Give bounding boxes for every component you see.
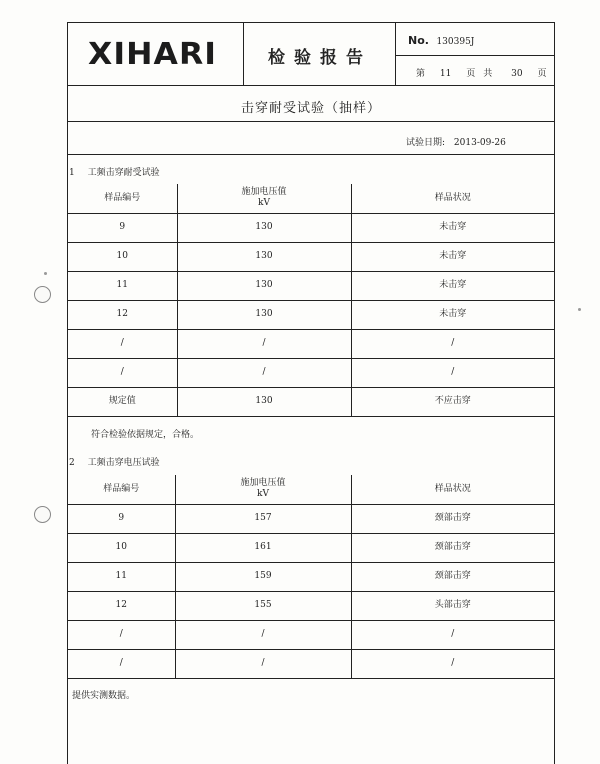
sample-no-cell: 10 (68, 242, 177, 271)
table-row (68, 504, 554, 533)
voltage-cell: 130 (177, 213, 351, 242)
condition-cell: 未击穿 (351, 213, 554, 242)
report-form (67, 22, 555, 764)
header-voltage-unit: kV (258, 198, 270, 209)
test-date (406, 135, 506, 148)
header-applied-voltage-label: 施加电压值 (240, 478, 286, 489)
section2-note: 提供实测数据。 (72, 691, 136, 701)
section1-conclusion: 符合检验依据规定，合格。 (91, 430, 200, 440)
page-prefix: 第 (416, 69, 426, 79)
section1-header-row (68, 184, 554, 213)
condition-cell: 不应击穿 (351, 387, 554, 416)
sample-no-cell: 11 (68, 562, 175, 591)
page-current: 11 (439, 69, 452, 79)
section1-table (68, 184, 554, 417)
sample-no-cell: / (68, 649, 175, 678)
section1-title: 工频击穿耐受试验 (87, 168, 160, 178)
page-total: 30 (511, 69, 523, 79)
table-row (68, 533, 554, 562)
condition-cell: / (351, 358, 554, 387)
voltage-cell: 157 (175, 504, 351, 533)
section1-number: 1 (69, 168, 75, 178)
page-mid-text: 页共 (466, 69, 501, 79)
sample-no-cell: / (68, 329, 177, 358)
section2-heading (68, 455, 160, 468)
document-number-value: 130395J (436, 37, 475, 47)
table-row (68, 620, 554, 649)
condition-cell: 颈部击穿 (351, 504, 554, 533)
binder-hole-top (34, 286, 51, 303)
margin-mark-left (44, 272, 47, 275)
page-suffix: 页 (537, 69, 547, 79)
condition-cell: 未击穿 (351, 242, 554, 271)
condition-cell: 颈部击穿 (351, 533, 554, 562)
section2-header-row (68, 475, 554, 504)
margin-mark-right (578, 308, 581, 311)
voltage-cell: / (177, 329, 351, 358)
section2-table (68, 475, 554, 679)
sample-no-cell: 12 (68, 591, 175, 620)
condition-cell: 未击穿 (351, 271, 554, 300)
report-title: 检验报告 (268, 48, 372, 68)
table-row (68, 562, 554, 591)
section2-number: 2 (69, 458, 75, 468)
voltage-cell: / (175, 649, 351, 678)
test-date-label: 试验日期: (406, 138, 446, 148)
table-row (68, 329, 554, 358)
voltage-cell: 159 (175, 562, 351, 591)
header-applied-voltage (175, 475, 351, 504)
voltage-cell: 155 (175, 591, 351, 620)
sample-no-cell: 12 (68, 300, 177, 329)
sample-no-cell: 9 (68, 504, 175, 533)
header-applied-voltage (177, 184, 351, 213)
condition-cell: 未击穿 (351, 300, 554, 329)
section1-heading (68, 165, 160, 178)
condition-cell: 颈部击穿 (351, 562, 554, 591)
test-title: 击穿耐受试验（抽样） (240, 101, 381, 116)
voltage-cell: / (177, 358, 351, 387)
header-sample-condition: 样品状况 (351, 475, 554, 504)
header-sample-no: 样品编号 (68, 184, 177, 213)
document-number (408, 34, 474, 47)
sample-no-cell: 11 (68, 271, 177, 300)
sample-no-cell: 规定值 (68, 387, 177, 416)
voltage-cell: 130 (177, 271, 351, 300)
table-row (68, 358, 554, 387)
voltage-cell: 161 (175, 533, 351, 562)
table-row (68, 649, 554, 678)
voltage-cell: / (175, 620, 351, 649)
header-sample-condition: 样品状况 (351, 184, 554, 213)
condition-cell: 头部击穿 (351, 591, 554, 620)
document-number-label: No. (408, 34, 429, 47)
company-logo: XIHARI (88, 37, 218, 72)
test-date-value: 2013-09-26 (453, 138, 506, 148)
table-row (68, 213, 554, 242)
section2-title: 工频击穿电压试验 (87, 458, 160, 468)
page-indicator (416, 66, 546, 79)
voltage-cell: 130 (177, 242, 351, 271)
header-voltage-unit: kV (257, 489, 269, 500)
sample-no-cell: 10 (68, 533, 175, 562)
voltage-cell: 130 (177, 387, 351, 416)
sample-no-cell: 9 (68, 213, 177, 242)
header-applied-voltage-label: 施加电压值 (241, 187, 287, 198)
binder-hole-bottom (34, 506, 51, 523)
table-row (68, 271, 554, 300)
table-row-specified-value (68, 387, 554, 416)
voltage-cell: 130 (177, 300, 351, 329)
table-row (68, 591, 554, 620)
sample-no-cell: / (68, 620, 175, 649)
condition-cell: / (351, 329, 554, 358)
table-row (68, 300, 554, 329)
table-row (68, 242, 554, 271)
condition-cell: / (351, 649, 554, 678)
condition-cell: / (351, 620, 554, 649)
header-sample-no: 样品编号 (68, 475, 175, 504)
sample-no-cell: / (68, 358, 177, 387)
